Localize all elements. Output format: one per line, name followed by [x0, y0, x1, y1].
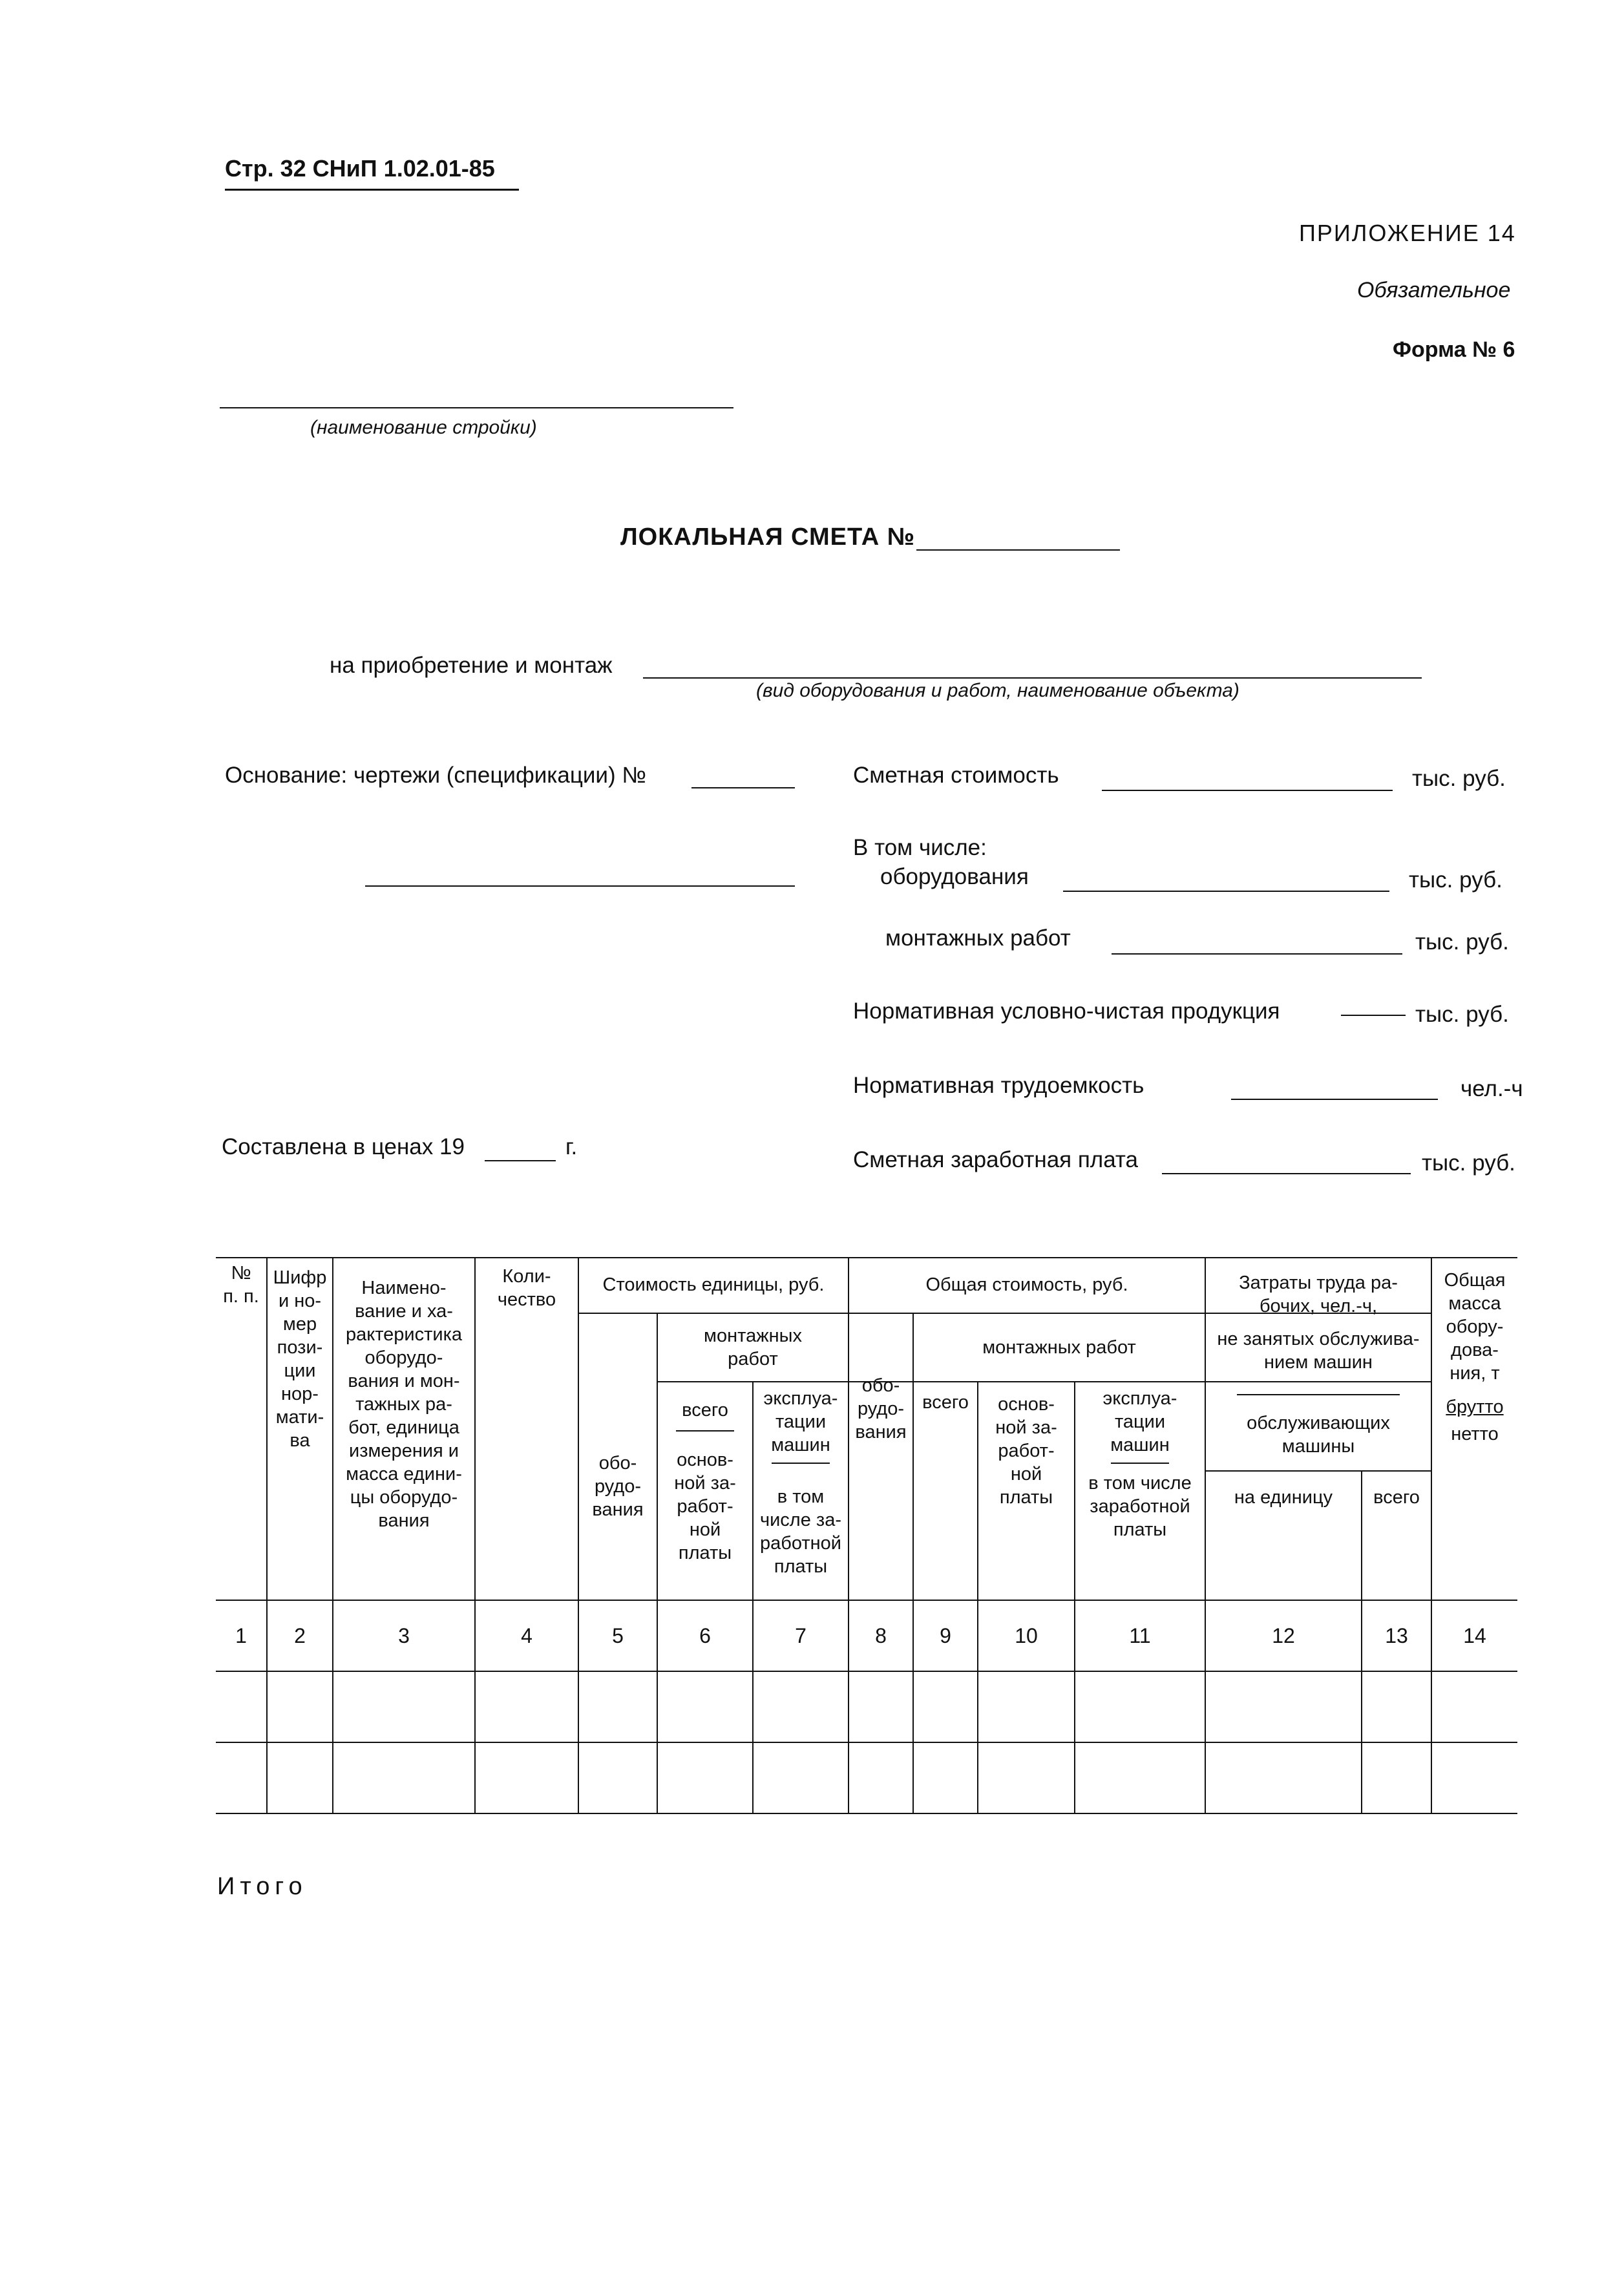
- document-title: ЛОКАЛЬНАЯ СМЕТА №: [620, 523, 916, 551]
- total-all-header: всего: [922, 1392, 969, 1413]
- total-equipment-header: обо- рудо- вания: [855, 1375, 907, 1442]
- equipment-line: [1063, 891, 1389, 892]
- total-machines-wage-header: в том числе заработной платы: [1088, 1473, 1192, 1540]
- col-name-header: Наимено- вание и ха- рактеристика оборудо- вания и мон- тажных ра- бот, единица измерения и масса едини- цы оборудо- вания: [345, 1278, 463, 1531]
- column-number: 9: [940, 1624, 951, 1647]
- mass-net-header: нетто: [1451, 1424, 1499, 1444]
- equipment-unit: тыс. руб.: [1409, 867, 1503, 893]
- column-number: 4: [521, 1624, 533, 1647]
- total-machines-header: эксплуа- тации машин: [1102, 1388, 1177, 1455]
- header-rule-2: [657, 1381, 1431, 1382]
- mass-gross-header: брутто: [1446, 1397, 1504, 1417]
- construction-caption: (наименование стройки): [310, 417, 537, 438]
- prices-label: Составлена в ценах 19: [222, 1134, 465, 1159]
- form-number: Форма № 6: [1393, 337, 1515, 362]
- number-row-border: [216, 1671, 1517, 1672]
- wage-line: [1162, 1173, 1411, 1174]
- unit-install-header: монтажных работ: [704, 1326, 802, 1369]
- total-install-header: монтажных работ: [982, 1337, 1136, 1358]
- column-number: 11: [1129, 1624, 1151, 1647]
- column-number: 1: [235, 1624, 247, 1647]
- mass-header: Общая масса обору- дова- ния, т: [1444, 1270, 1506, 1384]
- page-reference: Стр. 32 СНиП 1.02.01-85: [225, 155, 495, 182]
- unit-machines-wage-header: в том числе за- работной платы: [760, 1486, 841, 1577]
- column-number: 5: [612, 1624, 624, 1647]
- col-code-header: Шифр и но- мер пози- ции нор- мати- ва: [273, 1267, 327, 1451]
- normative-product-label: Нормативная условно-чистая продукция: [853, 999, 1280, 1024]
- labor-not-serving-header: не занятых обслужива- нием машин: [1217, 1329, 1420, 1373]
- estimated-cost-line: [1102, 790, 1393, 791]
- total-machines-rule: [1111, 1463, 1169, 1464]
- table-bottom-border: [216, 1813, 1517, 1814]
- prices-year-line: [485, 1160, 556, 1161]
- installation-unit: тыс. руб.: [1415, 929, 1509, 955]
- unit-install-wage-header: основ- ной за- работ- ной платы: [674, 1450, 736, 1563]
- wage-label: Сметная заработная плата: [853, 1147, 1139, 1172]
- labor-total-header: всего: [1373, 1487, 1420, 1508]
- installation-label: монтажных работ: [885, 925, 1071, 951]
- installation-line: [1112, 953, 1402, 955]
- header-underline: [225, 189, 519, 191]
- basis-number-line: [691, 787, 795, 788]
- column-number: 6: [699, 1624, 711, 1647]
- column-number: 8: [875, 1624, 887, 1647]
- unit-cost-header: Стоимость единицы, руб.: [602, 1274, 825, 1295]
- labor-rule: [1237, 1394, 1400, 1395]
- purpose-caption: (вид оборудования и работ, наименование объекта): [756, 680, 1239, 701]
- column-number: 7: [795, 1624, 807, 1647]
- normative-product-line: [1341, 1015, 1406, 1016]
- estimated-cost-label: Сметная стоимость: [853, 763, 1059, 788]
- col-index-header: № п. п.: [223, 1263, 259, 1307]
- including-label: В том числе:: [853, 835, 987, 860]
- construction-name-line: [220, 407, 733, 408]
- normative-labor-unit: чел.-ч: [1461, 1076, 1523, 1101]
- total-cost-header: Общая стоимость, руб.: [925, 1274, 1128, 1295]
- column-number: 13: [1385, 1624, 1408, 1647]
- prices-suffix: г.: [565, 1134, 578, 1159]
- basis-extra-line: [365, 885, 795, 887]
- unit-install-total-header: всего: [682, 1400, 728, 1421]
- column-number: 12: [1272, 1624, 1295, 1647]
- unit-machines-rule: [772, 1463, 830, 1464]
- normative-product-unit: тыс. руб.: [1415, 1002, 1509, 1027]
- normative-labor-label: Нормативная трудоемкость: [853, 1073, 1144, 1098]
- mandatory-label: Обязательное: [1357, 278, 1511, 302]
- estimated-cost-unit: тыс. руб.: [1412, 766, 1506, 791]
- equipment-label: оборудования: [880, 864, 1029, 889]
- unit-machines-header: эксплуа- тации машин: [763, 1388, 838, 1455]
- appendix-label: ПРИЛОЖЕНИЕ 14: [1299, 220, 1516, 246]
- normative-labor-line: [1231, 1099, 1438, 1100]
- labor-unit-header: на единицу: [1234, 1487, 1333, 1508]
- purpose-line: [643, 677, 1422, 679]
- column-number: 3: [398, 1624, 410, 1647]
- estimate-table: [216, 1257, 1517, 1814]
- labor-header: Затраты труда ра- бочих, чел.-ч,: [1239, 1273, 1398, 1316]
- wage-unit: тыс. руб.: [1422, 1150, 1515, 1176]
- column-number: 2: [294, 1624, 306, 1647]
- unit-equipment-header: обо- рудо- вания: [592, 1453, 644, 1520]
- unit-total-rule: [676, 1430, 734, 1432]
- purpose-label: на приобретение и монтаж: [330, 653, 613, 678]
- labor-serving-header: обслуживающих машины: [1247, 1413, 1390, 1457]
- column-number: 14: [1463, 1624, 1486, 1647]
- data-row-border: [216, 1742, 1517, 1743]
- estimate-number-line: [916, 549, 1120, 551]
- total-wage-header: основ- ной за- работ- ной платы: [995, 1394, 1057, 1508]
- total-label: Итого: [217, 1873, 308, 1900]
- col-quantity-header: Коли- чество: [497, 1266, 556, 1310]
- column-number: 10: [1015, 1624, 1038, 1647]
- basis-label: Основание: чертежи (спецификации) №: [225, 763, 646, 788]
